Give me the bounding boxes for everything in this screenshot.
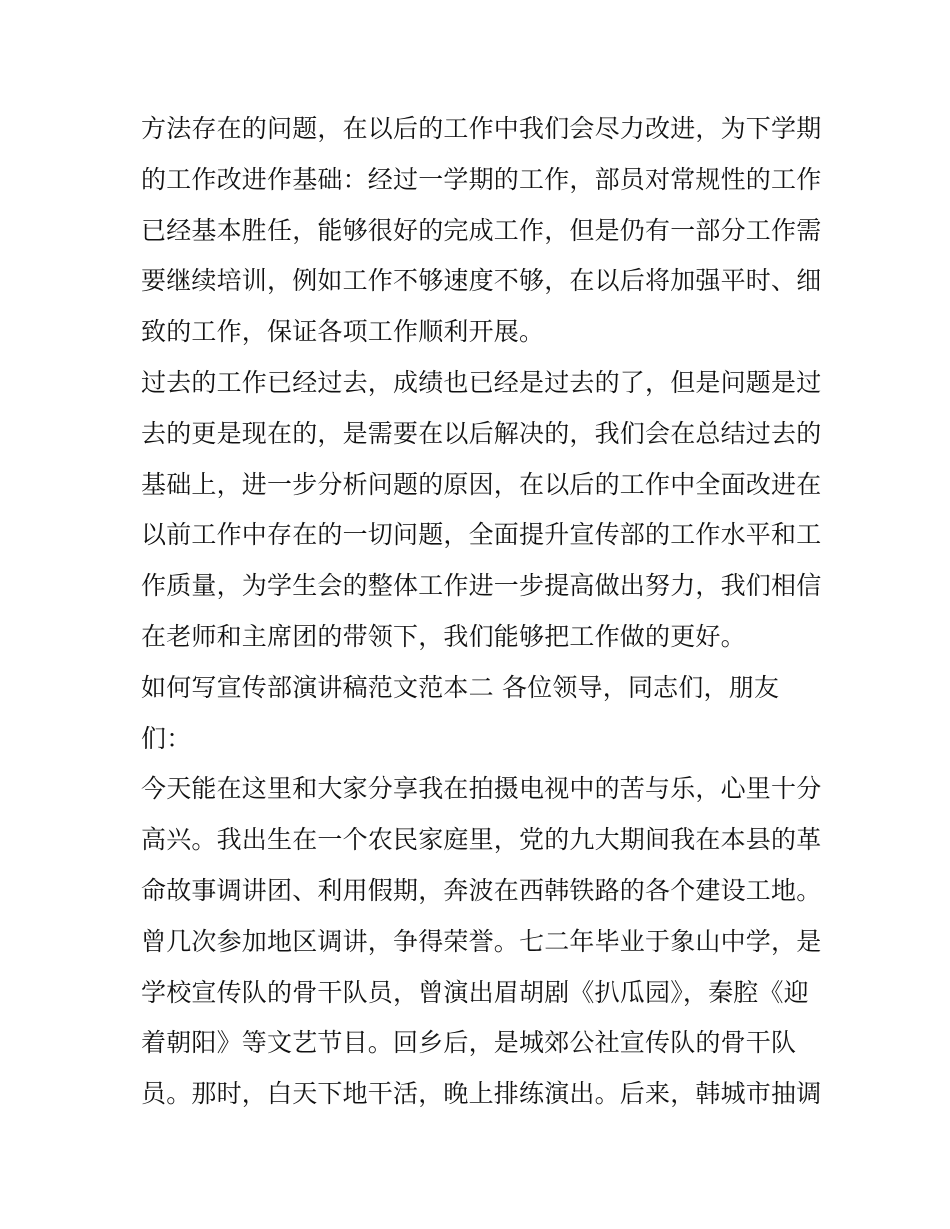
text-line: 学校宣传队的骨干队员，曾演出眉胡剧《扒瓜园》，秦腔《迎 xyxy=(141,977,809,1007)
text-line: 着朝阳》等文艺节目。回乡后，是城郊公社宣传队的骨干队 xyxy=(141,1028,797,1058)
text-line: 今天能在这里和大家分享我在拍摄电视中的苦与乐，心里十分 xyxy=(141,774,822,804)
text-line: 去的更是现在的，是需要在以后解决的，我们会在总结过去的 xyxy=(141,418,822,448)
text-line: 在老师和主席团的带领下，我们能够把工作做的更好。 xyxy=(141,621,746,651)
text-line: 作质量，为学生会的整体工作进一步提高做出努力，我们相信 xyxy=(141,571,822,601)
text-line: 以前工作中存在的一切问题，全面提升宣传部的工作水平和工 xyxy=(141,520,822,550)
text-line: 们： xyxy=(141,723,192,753)
text-line: 方法存在的问题，在以后的工作中我们会尽力改进，为下学期 xyxy=(141,114,822,143)
text-line: 员。那时，白天下地干活，晚上排练演出。后来，韩城市抽调 xyxy=(141,1079,822,1109)
text-line: 要继续培训，例如工作不够速度不够，在以后将加强平时、细 xyxy=(141,266,822,296)
text-line: 如何写宣传部演讲稿范文范本二 各位领导，同志们，朋友 xyxy=(141,672,780,702)
text-line: 高兴。我出生在一个农民家庭里，党的九大期间我在本县的革 xyxy=(141,825,822,855)
text-line: 过去的工作已经过去，成绩也已经是过去的了，但是问题是过 xyxy=(141,367,822,397)
text-line: 命故事调讲团、利用假期，奔波在西韩铁路的各个建设工地。 xyxy=(141,875,822,905)
document-body xyxy=(141,104,821,1120)
text-line: 基础上，进一步分析问题的原因，在以后的工作中全面改进在 xyxy=(141,469,822,499)
text-line: 的工作改进作基础：经过一学期的工作，部员对常规性的工作 xyxy=(141,164,822,194)
text-line: 致的工作，保证各项工作顺利开展。 xyxy=(141,317,545,347)
text-line: 已经基本胜任，能够很好的完成工作，但是仍有一部分工作需 xyxy=(141,215,822,245)
text-line: 曾几次参加地区调讲，争得荣誉。七二年毕业于象山中学，是 xyxy=(141,926,822,956)
